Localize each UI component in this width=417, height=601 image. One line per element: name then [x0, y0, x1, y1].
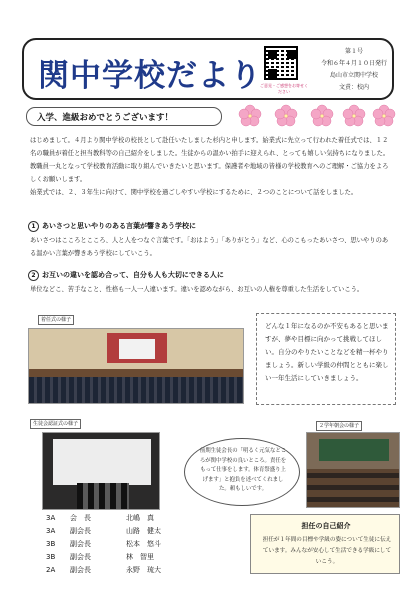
student-council-photo [42, 432, 160, 510]
point-text: 単位などこ、苦手なこと、性格も一人一人違います。違いを認めながら、お互いの人権を尊重した生活をしていこう。 [30, 286, 364, 293]
speech-bubble-text: 前期生徒会長の「明るく元気なところが関中学校の良いところ。責任をもって仕事をします。体育祭盛り上げます」と抱負を述べてくれました。頼もしいです。 [199, 448, 287, 492]
newsletter-page [16, 8, 402, 594]
teacher-intro-title: 担任の自己紹介 [301, 522, 351, 530]
speech-bubble [184, 438, 300, 506]
officer-list [46, 512, 226, 577]
issue-info [314, 46, 394, 94]
teacher-intro-box [250, 514, 400, 574]
welcome-banner-text: 入学、進級おめでとうございます！ [37, 113, 174, 123]
list-item: 3A 会 長 北嶋 真 [46, 514, 154, 522]
teacher-intro-text: 担任が１年間の目標や学級の姿について生徒に伝えています。みんなが安心して生活できる学級にしていこう。 [262, 537, 392, 565]
point-heading-text: お互いの違いを認め合って、自分も人も大切にできる人に [42, 271, 224, 279]
point-heading [28, 270, 224, 281]
photo-caption: 生徒会認証式の様子 [30, 419, 81, 429]
list-item: 2A 副会長 永野 琉大 [46, 566, 161, 574]
qr-code-icon[interactable] [264, 46, 298, 80]
intro-text [30, 134, 392, 199]
photo-caption: 着任式の様子 [38, 315, 74, 325]
masthead [22, 38, 394, 100]
issue-date: 令和６年４月１０日発行 [320, 60, 387, 67]
intro-paragraph: はじめまして。４月より関中学校の校長として赴任いたしました杉内と申します。始業式に先立って行われた着任式では、１２名の職員が着任と担当教科等の自己紹介をしました。生徒からの温かい拍手に迎えられ、とっても嬉しい気持ちになりました。教職員一丸となって学校教育活動に取り組んでいきたいと思います。保護者や地域の皆様の学校教育へのご理解・ご協力をよろしくお願いします。 [30, 137, 390, 183]
author: 文責：校内 [338, 84, 369, 91]
intro-paragraph: 始業式では、２、３年生に向けて、関中学校を過ごしやすい学校にするために、２つのことについて話をしました。 [30, 189, 358, 196]
point-number: 1 [28, 221, 39, 232]
issue-number: 第１号 [344, 48, 363, 55]
message-box [256, 313, 396, 405]
point-heading [28, 221, 196, 232]
qr-caption: ご意見・ご感想をお寄せください [260, 83, 308, 94]
point-text: あいさつはこころとこころ、人と人をつなぐ言葉です。「おはよう」「ありがとう」など、心のこもったあいさつ、思いやりのある温かい言葉が響きあう学校にしていこう。 [30, 237, 389, 257]
photo-caption: ２学年朝会の様子 [316, 421, 362, 431]
point-heading-text: あいさつと思いやりのある言葉が響きあう学校に [42, 222, 196, 230]
welcome-banner [26, 107, 222, 126]
message-text: どんな１年になるのか不安もあると思いますが、夢や目標に向かって挑戦してほしい。自分のやりたいことなどを精一杯やりましょう。新しい学級の仲間とともに楽しい一年生活にしていきましょう。 [265, 322, 389, 382]
list-item: 3B 副会長 林 智里 [46, 553, 154, 561]
classroom-photo [306, 432, 400, 508]
publisher: 島山市立関中学校 [329, 72, 378, 79]
list-item: 3B 副会長 松本 悠斗 [46, 540, 161, 548]
newsletter-title: 関中学校だより [38, 58, 262, 94]
list-item: 3A 副会長 山路 健太 [46, 527, 161, 535]
cherry-blossom-icon [236, 102, 396, 130]
point-number: 2 [28, 270, 39, 281]
ceremony-photo [28, 328, 244, 404]
